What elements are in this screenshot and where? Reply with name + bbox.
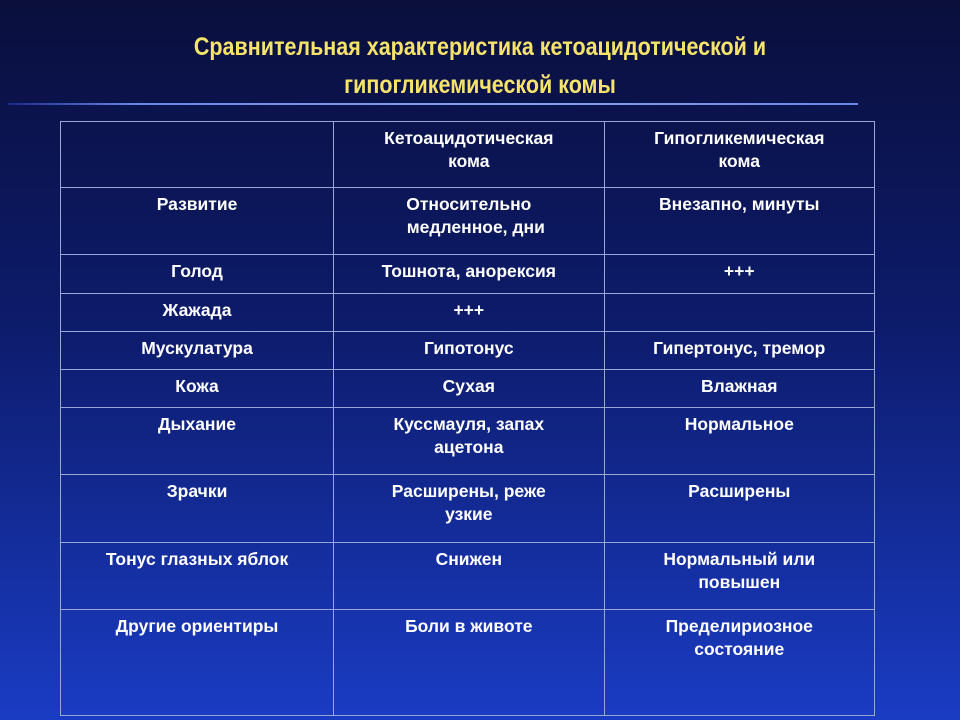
value-line: Внезапно, минуты <box>659 194 820 214</box>
row-ketoacidotic-value <box>334 610 604 716</box>
header-ketoacidotic-line-1: Кетоацидотическая <box>384 128 554 148</box>
row-ketoacidotic-value <box>334 188 604 255</box>
row-ketoacidotic-value <box>334 294 604 332</box>
row-label: Другие ориентиры <box>61 610 334 716</box>
value-line: Тошнота, анорексия <box>381 261 556 281</box>
table-row <box>61 332 875 370</box>
row-label: Жажада <box>61 294 334 332</box>
value-line: повышен <box>698 572 781 592</box>
value-line: Куссмауля, запах <box>393 414 545 434</box>
table-row <box>61 370 875 408</box>
row-hypoglycemic-value <box>604 332 874 370</box>
value-line: Сухая <box>442 376 495 396</box>
table-row <box>61 294 875 332</box>
comparison-table <box>60 121 875 716</box>
value-line: +++ <box>453 300 485 320</box>
slide-title <box>145 28 816 104</box>
value-line: Снижен <box>435 549 503 569</box>
header-cell-empty <box>61 122 334 188</box>
value-line: Относительно <box>406 194 532 214</box>
value-line: +++ <box>723 261 755 281</box>
value-line: Нормальное <box>684 414 794 434</box>
title-divider <box>8 103 858 105</box>
header-cell-hypoglycemic <box>604 122 874 188</box>
row-hypoglycemic-value <box>604 370 874 408</box>
value-line: Влажная <box>701 376 778 396</box>
table-row <box>61 255 875 294</box>
value-line: Пределириозное <box>665 616 813 636</box>
slide-title-line-2: гипогликемической комы <box>344 71 616 99</box>
value-line: медленное, дни <box>406 217 545 237</box>
row-ketoacidotic-value <box>334 332 604 370</box>
row-ketoacidotic-value <box>334 475 604 543</box>
value-line: состояние <box>694 639 785 659</box>
row-hypoglycemic-value <box>604 188 874 255</box>
table-row <box>61 408 875 475</box>
row-hypoglycemic-value <box>604 408 874 475</box>
row-label: Дыхание <box>61 408 334 475</box>
header-cell-ketoacidotic <box>334 122 604 188</box>
value-line: Расширены, реже <box>391 481 546 501</box>
row-ketoacidotic-value <box>334 370 604 408</box>
row-label: Зрачки <box>61 475 334 543</box>
header-hypoglycemic-line-2: кома <box>718 151 760 171</box>
value-line: Гипертонус, тремор <box>653 338 826 358</box>
row-hypoglycemic-value <box>604 255 874 294</box>
slide-title-line-1: Сравнительная характеристика кетоацидотической и <box>193 33 767 61</box>
row-label: Голод <box>61 255 334 294</box>
value-line: ацетона <box>434 437 504 457</box>
table-row <box>61 610 875 716</box>
row-label: Тонус глазных яблок <box>61 543 334 610</box>
table-row <box>61 475 875 543</box>
table-row <box>61 188 875 255</box>
header-ketoacidotic-line-2: кома <box>448 151 490 171</box>
value-line: Расширены <box>688 481 791 501</box>
row-hypoglycemic-value <box>604 543 874 610</box>
value-line: Боли в животе <box>405 616 533 636</box>
row-label: Мускулатура <box>61 332 334 370</box>
header-row <box>61 122 875 188</box>
row-hypoglycemic-value <box>604 294 874 332</box>
row-label: Кожа <box>61 370 334 408</box>
value-line: узкие <box>445 504 493 524</box>
value-line: Нормальный или <box>663 549 816 569</box>
row-ketoacidotic-value <box>334 255 604 294</box>
row-ketoacidotic-value <box>334 408 604 475</box>
row-label: Развитие <box>61 188 334 255</box>
value-line: Гипотонус <box>423 338 514 358</box>
row-hypoglycemic-value <box>604 475 874 543</box>
row-ketoacidotic-value <box>334 543 604 610</box>
header-hypoglycemic-line-1: Гипогликемическая <box>654 128 825 148</box>
row-hypoglycemic-value <box>604 610 874 716</box>
table-row <box>61 543 875 610</box>
